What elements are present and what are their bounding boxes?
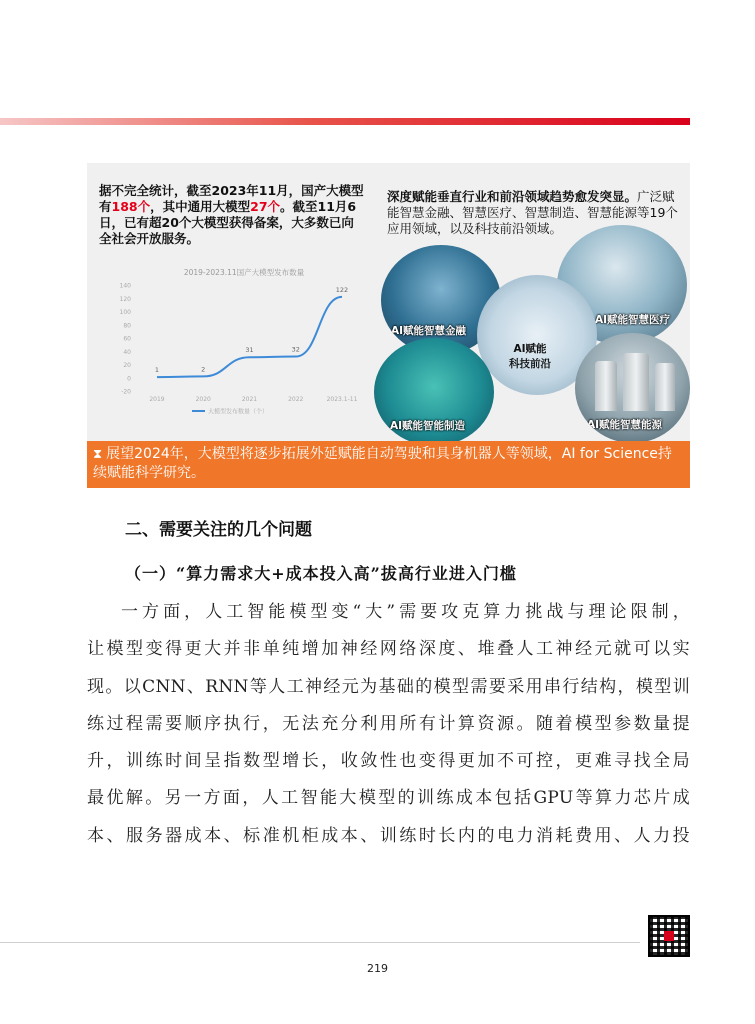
infographic-figure — [87, 163, 690, 488]
x-tick-label: 2023.1-11 — [326, 396, 358, 403]
manufacturing-image — [374, 338, 494, 446]
stat-line: 全社会开放服务。 — [99, 231, 200, 246]
x-tick-label: 2022 — [288, 396, 304, 403]
data-label: 1 — [154, 366, 160, 375]
cooling-tower-icon — [623, 353, 649, 411]
industry-text-bold: 深度赋能垂直行业和前沿领域趋势愈发突显。 — [387, 189, 638, 204]
text-line: 让模型变得更大并非单纯增加神经网络深度、堆叠人工神经元就可以实 — [87, 639, 690, 660]
manufacturing-caption: AI赋能智能制造 — [390, 420, 466, 432]
hourglass-icon: ⧗ — [93, 447, 103, 462]
qr-code-icon — [648, 915, 690, 957]
stat-line: 有 — [99, 199, 112, 214]
banner-text: 展望2024年，大模型将逐步拓展外延赋能自动驾驶和具身机器人等领域，AI for Science持续赋能科学研究。 — [93, 446, 672, 481]
footer-divider — [0, 942, 640, 943]
qr-logo — [664, 931, 674, 941]
stat-line: ，其中通用大模型 — [150, 199, 251, 214]
science-caption-line: 科技前沿 — [509, 358, 551, 370]
stat-highlight: 188个 — [111, 199, 151, 214]
body-paragraph — [87, 594, 690, 855]
x-tick-label: 2021 — [241, 396, 258, 403]
section-heading: 二、需要关注的几个问题 — [125, 520, 312, 540]
y-tick-label: 0 — [127, 375, 131, 383]
text-line: 最优解。另一方面，人工智能大模型的训练成本包括GPU等算力芯片成 — [87, 788, 690, 809]
data-label: 122 — [335, 285, 349, 294]
cooling-tower-icon — [655, 363, 675, 411]
y-tick-label: 40 — [123, 348, 131, 356]
data-label: 2 — [201, 365, 206, 374]
x-tick-label: 2019 — [149, 396, 165, 403]
x-tick-label: 2020 — [195, 396, 211, 403]
science-caption — [509, 341, 551, 371]
text-line: 升，训练时间呈指数型增长，收敛性也变得更加不可控，更难寻找全局 — [87, 751, 690, 772]
y-tick-label: 120 — [119, 295, 131, 303]
science-caption-line: AI赋能 — [513, 343, 547, 355]
legend-label: 大模型发布数量（个） — [208, 408, 269, 416]
text-line: 练过程需要顺序执行，无法充分利用所有计算资源。随着模型参数量提 — [87, 713, 690, 734]
y-tick-label: 100 — [119, 309, 131, 316]
stat-line: 据不完全统计，截至2023年11月，国产大模型 — [99, 183, 364, 198]
y-tick-label: -20 — [121, 388, 131, 396]
energy-caption: AI赋能智慧能源 — [587, 419, 663, 431]
medical-caption: AI赋能智慧医疗 — [595, 314, 671, 326]
subsection-heading: （一）“算力需求大+成本投入高”拔高行业进入门槛 — [125, 564, 517, 583]
y-tick-label: 140 — [119, 282, 131, 290]
data-label: 31 — [245, 346, 254, 355]
stat-line: 。截至11月6 — [280, 199, 357, 214]
energy-image — [575, 333, 690, 443]
text-line: 本、服务器成本、标准机柜成本、训练时长内的电力消耗费用、人力投 — [87, 825, 690, 846]
finance-caption: AI赋能智慧金融 — [391, 325, 467, 337]
industry-text-rest: 广泛赋能智慧金融、智慧医疗、智慧制造、智慧能源等19个应用领域，以及科技前沿领域。 — [387, 189, 678, 236]
statistics-text — [99, 183, 369, 247]
line-chart — [97, 263, 367, 423]
header-red-bar — [0, 118, 690, 125]
series-line — [154, 297, 342, 377]
chart-title: 2019-2023.11国产大模型发布数量 — [183, 268, 305, 277]
data-label: 32 — [291, 345, 300, 354]
cooling-tower-icon — [595, 361, 617, 411]
page-number: 219 — [367, 962, 388, 975]
text-line: 一方面，人工智能模型变“大”需要攻克算力挑战与理论限制， — [121, 602, 690, 622]
model-count-chart — [97, 263, 367, 423]
y-tick-label: 20 — [123, 362, 131, 369]
y-tick-label: 60 — [123, 335, 131, 343]
outlook-banner — [87, 441, 690, 488]
stat-line: 日，已有超20个大模型获得备案，大多数已向 — [99, 215, 354, 230]
y-tick-label: 80 — [123, 322, 131, 330]
stat-highlight: 27个 — [250, 199, 281, 214]
text-line: 现。以CNN、RNN等人工神经元为基础的模型需要采用串行结构，模型训 — [87, 676, 690, 697]
